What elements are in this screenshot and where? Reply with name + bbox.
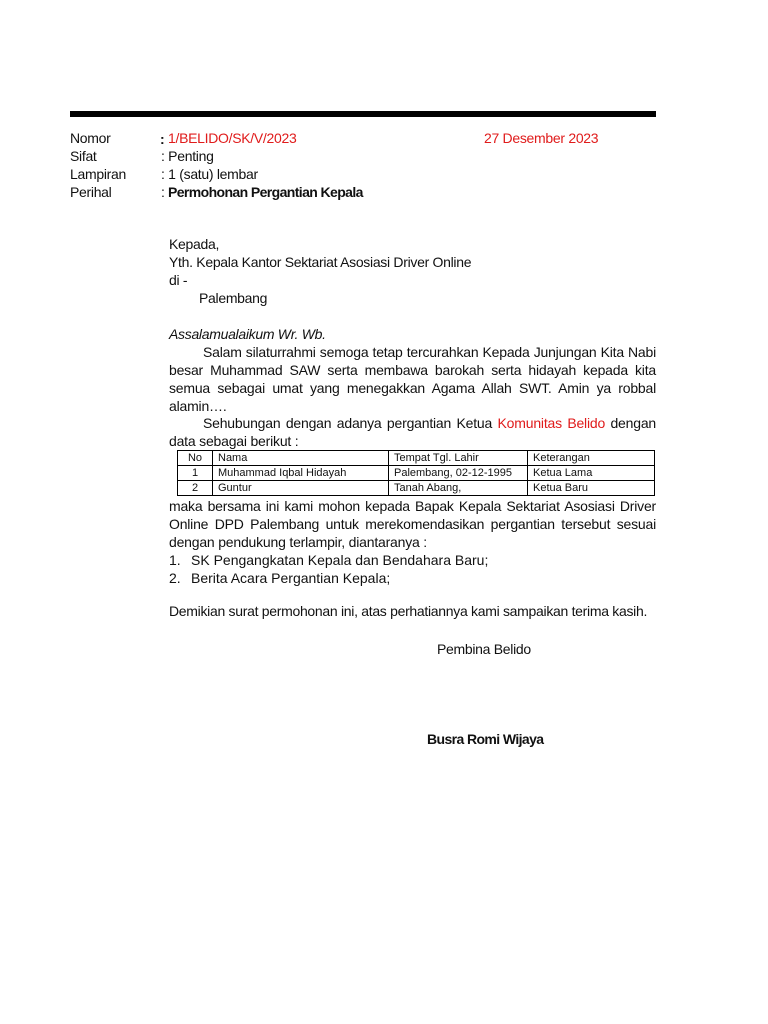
sifat-value: : Penting xyxy=(161,148,214,164)
paragraph-intro xyxy=(169,414,656,450)
paragraph-intro-after: dengan data sebagai berikut : xyxy=(169,415,656,449)
paragraph-opening xyxy=(169,343,656,415)
perihal-colon: : xyxy=(161,184,165,200)
table-header-no: No xyxy=(178,451,213,466)
closing-sentence: Demikian surat permohonan ini, atas perhatiannya kami sampaikan terima kasih. xyxy=(169,603,648,619)
list-item-number: 1. xyxy=(169,552,181,568)
sifat-label: Sifat xyxy=(70,148,97,164)
paragraph-request: maka bersama ini kami mohon kepada Bapak Kepala Sektariat Asosiasi Driver Online DPD Palembang untuk merekomendasikan pergantian tersebut sesuai dengan pendukung terlampir, diantaranya : xyxy=(169,498,656,550)
signature-title: Pembina Belido xyxy=(437,641,531,657)
table-cell-keterangan: Ketua Baru xyxy=(528,481,655,496)
table-header-keterangan: Keterangan xyxy=(528,451,655,466)
community-name: Komunitas Belido xyxy=(497,415,606,431)
attachment-list xyxy=(169,551,488,587)
table-cell-no: 1 xyxy=(178,466,213,481)
list-item xyxy=(169,551,488,569)
signature-name: Busra Romi Wijaya xyxy=(427,731,544,747)
recipient-city: Palembang xyxy=(199,290,268,306)
lampiran-label: Lampiran xyxy=(70,166,126,182)
table-cell-nama: Muhammad Iqbal Hidayah xyxy=(213,466,389,481)
perihal-value: Permohonan Pergantian Kepala xyxy=(168,184,363,200)
perihal-label: Perihal xyxy=(70,184,112,200)
table-cell-ttl: Palembang, 02-12-1995 xyxy=(389,466,528,481)
recipient-di: di - xyxy=(169,272,188,288)
letter-date: 27 Desember 2023 xyxy=(484,130,599,146)
recipient-kepada: Kepada, xyxy=(169,236,220,252)
nomor-colon: : xyxy=(160,131,165,147)
table-row xyxy=(178,481,655,496)
list-item-text: SK Pengangkatan Kepala dan Bendahara Baru; xyxy=(191,552,489,568)
table-cell-keterangan: Ketua Lama xyxy=(528,466,655,481)
paragraph-intro-before: Sehubungan dengan adanya pergantian Ketua xyxy=(203,415,498,431)
recipient-yth: Yth. Kepala Kantor Sektariat Asosiasi Driver Online xyxy=(169,254,472,270)
table-cell-ttl: Tanah Abang, xyxy=(389,481,528,496)
nomor-label: Nomor xyxy=(70,130,111,146)
list-item xyxy=(169,569,488,587)
list-item-number: 2. xyxy=(169,570,181,586)
greeting: Assalamualaikum Wr. Wb. xyxy=(169,326,326,342)
header-rule xyxy=(70,111,656,117)
table-cell-no: 2 xyxy=(178,481,213,496)
table-header-nama: Nama xyxy=(213,451,389,466)
table-header-ttl: Tempat Tgl. Lahir xyxy=(389,451,528,466)
paragraph-opening-text: Salam silaturrahmi semoga tetap tercurahkan Kepada Junjungan Kita Nabi besar Muhammad SAW serta membawa barokah serta hidayah kepada kita semua sebagai umat yang menegakkan Agama Allah SWT. Amin ya robbal alamin…. xyxy=(169,344,656,414)
lampiran-value: : 1 (satu) lembar xyxy=(161,166,258,182)
members-table xyxy=(177,450,655,496)
table-header-row xyxy=(178,451,655,466)
nomor-value: 1/BELIDO/SK/V/2023 xyxy=(168,130,297,146)
table-row xyxy=(178,466,655,481)
table-cell-nama: Guntur xyxy=(213,481,389,496)
list-item-text: Berita Acara Pergantian Kepala; xyxy=(191,570,391,586)
